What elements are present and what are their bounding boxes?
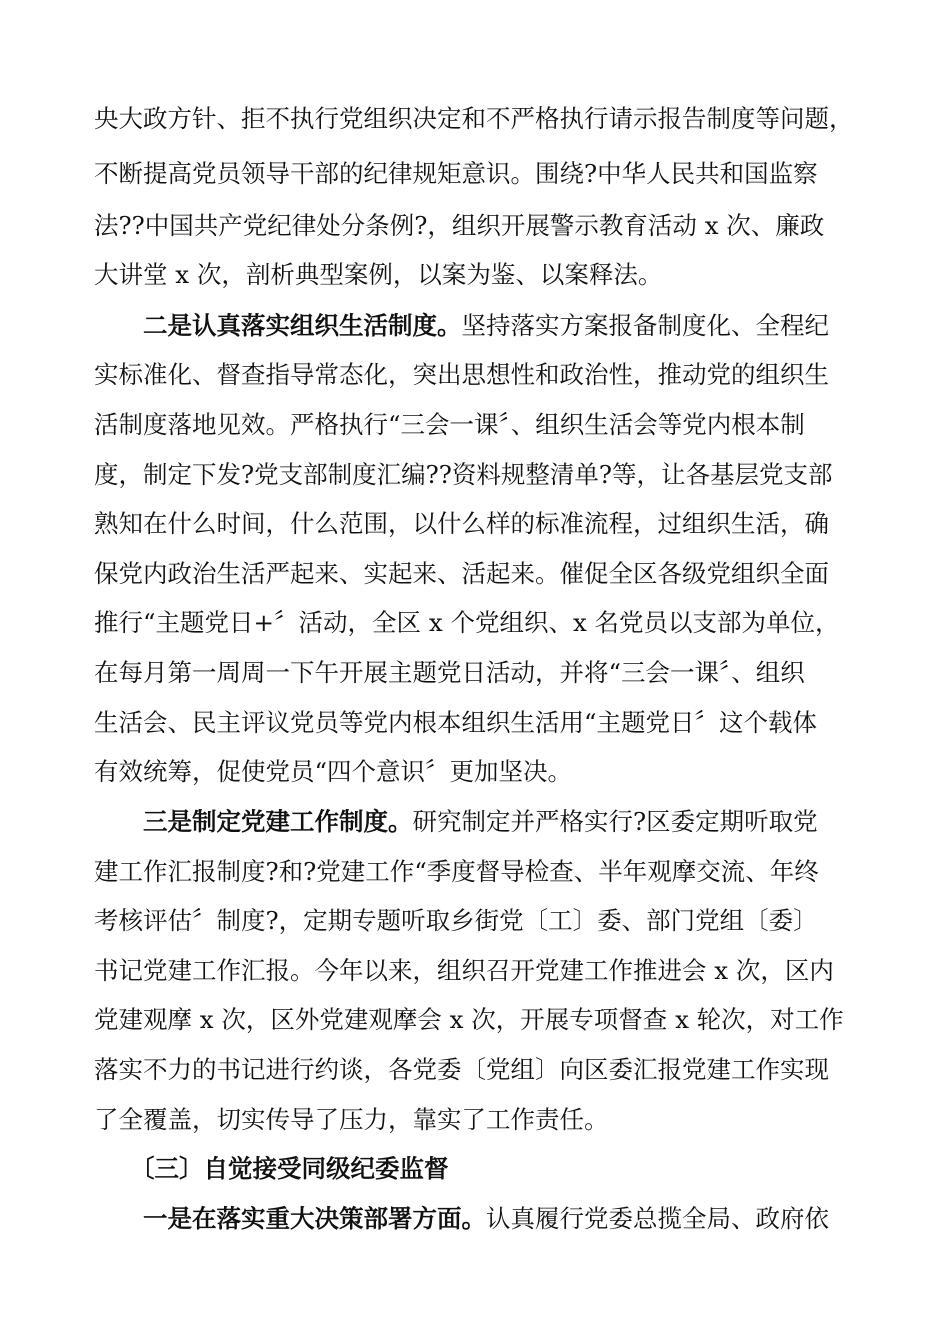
body-text-line: 法??中国共产党纪律处分条例?，组织开展警示教育活动 x 次、廉政 [94,211,825,240]
paragraph-heading: 三是制定党建工作制度。 [143,807,413,836]
body-text-line: 不断提高党员领导干部的纪律规矩意识。围绕?中华人民共和国监察 [94,159,818,188]
paragraph-first-line [143,310,829,342]
body-text-line: 保党内政治生活严起来、实起来、活起来。催促全区各级党组织全面 [94,559,829,588]
body-text-line: 大讲堂 x 次，剖析典型案例，以案为鉴、以案释法。 [94,260,663,289]
paragraph-text: 认真履行党委总揽全局、政府依 [486,1204,829,1233]
paragraph-heading: 二是认真落实组织生活制度。 [143,311,462,340]
body-text-line: 在每月第一周周一下午开展主题党日活动，并将“三会一课〞、组织 [94,658,805,687]
paragraph-heading: 一是在落实重大决策部署方面。 [143,1204,486,1233]
body-text-line: 熟知在什么时间，什么范围，以什么样的标准流程，过组织生活，确 [94,509,829,538]
body-text-line: 有效统筹，促使党员“四个意识〞更加坚决。 [94,757,573,786]
body-text-line: 建工作汇报制度?和?党建工作“季度督导检查、半年观摩交流、年终 [94,857,819,886]
body-text-line: 推行“主题党日+〞活动，全区 x 个党组织、x 名党员以支部为单位， [94,608,840,637]
body-text-line: 了全覆盖，切实传导了压力，靠实了工作责任。 [94,1105,609,1134]
body-text-line: 央大政方针、拒不执行党组织决定和不严格执行请示报告制度等问题， [94,104,854,133]
body-text-line: 考核评估〞制度?，定期专题听取乡街党〔工〕委、部门党组〔委〕 [94,906,818,935]
body-text-line: 活制度落地见效。严格执行“三会一课〞、组织生活会等党内根本制 [94,410,805,439]
body-text-line: 生活会、民主评议党员等党内根本组织生活用“主题党日〞这个载体 [94,708,818,737]
section-title: 〔三〕自觉接受同级纪委监督 [130,1154,449,1183]
paragraph-text: 研究制定并严格实行?区委定期听取党 [412,807,818,836]
body-text-line: 度，制定下发?党支部制度汇编??资料规整清单?等，让各基层党支部 [94,460,833,489]
body-text-line: 落实不力的书记进行约谈，各党委〔党组〕向区委汇报党建工作实现 [94,1055,829,1084]
body-text-line: 党建观摩 x 次，区外党建观摩会 x 次，开展专项督查 x 轮次，对工作 [94,1005,844,1034]
paragraph-first-line [143,806,818,838]
body-text-line: 书记党建工作汇报。今年以来，组织召开党建工作推进会 x 次，区内 [94,956,834,985]
paragraph-text: 坚持落实方案报备制度化、全程纪 [461,311,829,340]
paragraph-first-line [143,1203,829,1235]
body-text-line: 实标准化、督查指导常态化，突出思想性和政治性，推动党的组织生 [94,360,829,389]
